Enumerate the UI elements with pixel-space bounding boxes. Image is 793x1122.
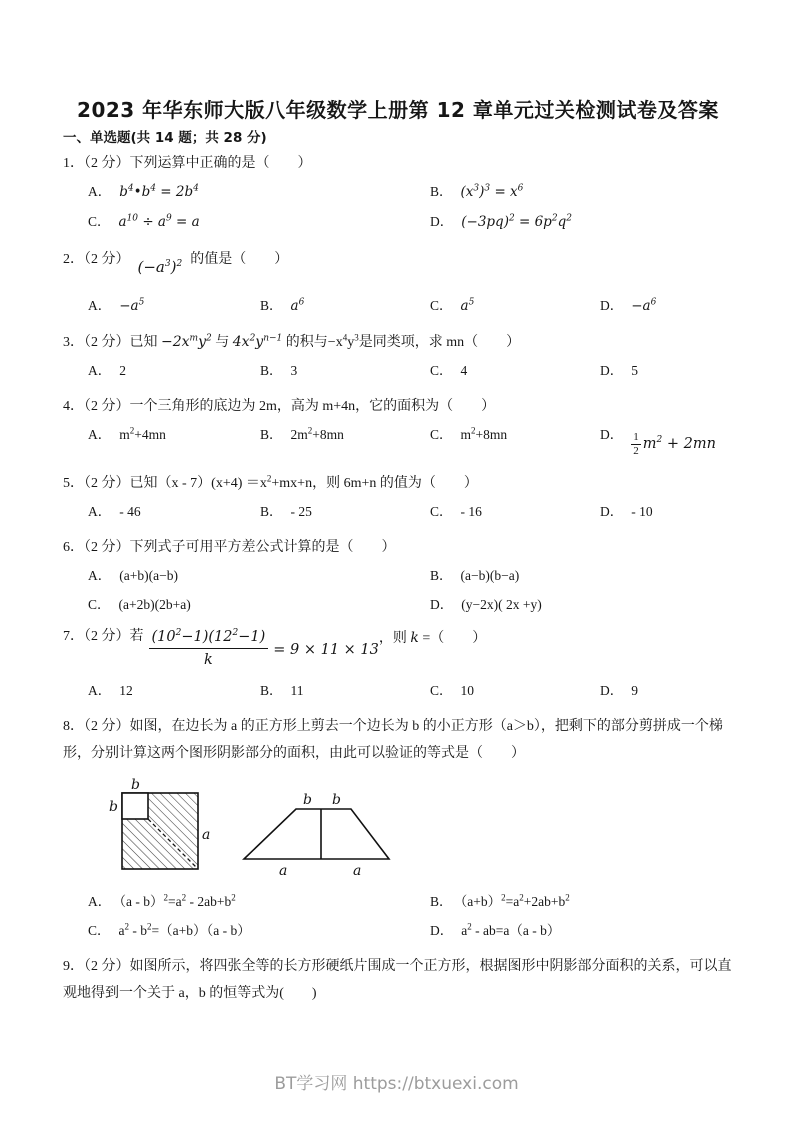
- option-value: - 16: [460, 504, 482, 519]
- option-value: $-a^5$: [119, 297, 145, 314]
- question-7-option-d: [600, 676, 733, 705]
- option-value: $m^2+8mn$: [460, 425, 508, 442]
- question-4: [63, 393, 733, 458]
- question-6-option-b: [430, 561, 733, 590]
- question-1-option-a: [88, 177, 430, 207]
- option-value: $a^2 - ab=a(a - b)$: [461, 921, 561, 938]
- question-5: [63, 470, 733, 526]
- question-2-option-c: [430, 291, 600, 321]
- question-4-option-d: [600, 420, 733, 458]
- option-label: D．: [430, 923, 454, 938]
- question-7-options: [63, 676, 733, 705]
- option-label: D．: [600, 427, 624, 442]
- option-value: $(a+b)^2=a^2+2ab+b^2$: [460, 892, 570, 909]
- stem-equation: = 9 × 11 × 13: [273, 642, 379, 658]
- option-value: 2: [119, 363, 126, 378]
- question-8-stem: 8．（2 分）如图，在边长为 a 的正方形上剪去一个边长为 b 的小正方形（a＞b），把剩下的部分剪拼成一个梯形，分别计算这两个图形阴影部分的面积，由此可以验证的等式是（ ）: [63, 719, 723, 761]
- question-7-option-c: [430, 676, 600, 705]
- option-label: C．: [430, 683, 453, 698]
- option-label: A．: [88, 184, 112, 199]
- page-title: 2023 年华东师大版八年级数学上册第 12 章单元过关检测试卷及答案: [77, 98, 719, 122]
- question-3-option-c: [430, 356, 600, 385]
- option-value: 10: [460, 683, 475, 698]
- question-3-option-a: [88, 356, 260, 385]
- question-6: [63, 534, 733, 619]
- question-9-stem: 9．（2 分）如图所示，将四张全等的长方形硬纸片围成一个正方形，根据图形中阴影部分面积的关系，可以直观地得到一个关于 a，b 的恒等式为( ): [63, 959, 732, 1001]
- question-2-stem: [63, 245, 733, 276]
- stem-suffix: 的值是（ ）: [190, 252, 289, 267]
- small-cutout-square: [122, 793, 148, 819]
- question-3-option-d: [600, 356, 733, 385]
- stem-suffix: ，则 k =（ ）: [378, 630, 487, 646]
- question-5-stem: 5．（2 分）已知$(x - 7)(x+4) =x^2+mx+n$，则 6m+n 的值为（ ）: [63, 473, 478, 491]
- question-2-options: [63, 291, 733, 321]
- option-value: (a−b)(b−a): [460, 568, 520, 583]
- option-value: $b^4•b^4 = 2b^4$: [119, 183, 199, 200]
- option-value: 4: [460, 363, 468, 378]
- question-5-option-b: [260, 497, 430, 526]
- question-1: [63, 150, 733, 237]
- label-a-right: a: [202, 827, 211, 843]
- question-6-options: [63, 561, 733, 619]
- question-6-stem: 6．（2 分）下列式子可用平方差公式计算的是（ ）: [63, 540, 396, 555]
- option-label: C．: [88, 214, 111, 229]
- question-8-figures: [101, 777, 733, 881]
- question-6-option-c: [88, 590, 430, 619]
- option-label: C．: [430, 427, 453, 442]
- label-a-left: a: [279, 863, 288, 879]
- label-b-left: b: [303, 792, 312, 808]
- option-value: $m^2+4mn$: [119, 425, 166, 442]
- option-label: B．: [430, 894, 453, 909]
- question-4-options: [63, 420, 733, 458]
- stem-prefix: 7．（2 分）若: [63, 629, 144, 644]
- option-label: C．: [88, 923, 111, 938]
- question-3: [63, 329, 733, 385]
- question-8-option-d: [430, 916, 733, 945]
- question-4-option-b: [260, 420, 430, 450]
- question-1-option-d: [430, 207, 733, 237]
- footer: [0, 1069, 793, 1094]
- option-label: A．: [88, 894, 112, 909]
- footer-site-text: BT学习网 https://btxuexi.com: [274, 1074, 519, 1094]
- option-label: A．: [88, 298, 112, 313]
- option-label: B．: [260, 683, 283, 698]
- question-7-option-b: [260, 676, 430, 705]
- option-value: (a+b)(a−b): [119, 568, 178, 583]
- question-8-option-b: [430, 887, 733, 916]
- option-value: 5: [631, 363, 638, 378]
- question-4-option-a: [88, 420, 260, 450]
- option-value: $2m^2+8mn$: [290, 425, 344, 442]
- option-label: B．: [260, 298, 283, 313]
- figure-square-with-cutout: [101, 777, 213, 881]
- question-8-option-c: [88, 916, 430, 945]
- question-2: [63, 245, 733, 321]
- stem-prefix: 2．（2 分）: [63, 252, 130, 267]
- question-1-option-b: [430, 177, 733, 207]
- option-label: A．: [88, 363, 112, 378]
- option-label: C．: [88, 597, 111, 612]
- option-label: D．: [600, 363, 624, 378]
- question-2-option-a: [88, 291, 260, 321]
- option-value: 12: [119, 683, 133, 698]
- fraction-denominator: k: [203, 652, 213, 668]
- option-label: C．: [430, 504, 453, 519]
- question-8-options: [63, 887, 733, 945]
- option-value: $a^5$: [460, 297, 475, 314]
- option-label: B．: [430, 568, 453, 583]
- option-value: - 10: [631, 504, 653, 519]
- figure-trapezoid: [239, 789, 401, 881]
- option-label: B．: [260, 363, 283, 378]
- question-7-stem: [63, 627, 733, 670]
- section-header: 一、单选题(共 14 题；共 28 分): [63, 130, 267, 146]
- option-label: C．: [430, 363, 453, 378]
- question-1-stem: 1．（2 分）下列运算中正确的是（ ）: [63, 156, 312, 171]
- question-3-option-b: [260, 356, 430, 385]
- question-8-option-a: [88, 887, 430, 916]
- question-5-option-d: [600, 497, 733, 526]
- option-value: $(x^3)^3 = x^6$: [460, 183, 524, 200]
- option-value: 11: [290, 683, 304, 698]
- stem-formula: $(-a^3)^2$: [137, 258, 183, 276]
- option-value: - 25: [290, 504, 312, 519]
- question-2-option-d: [600, 291, 733, 321]
- question-7-option-a: [88, 676, 260, 705]
- question-5-option-a: [88, 497, 260, 526]
- question-4-stem: 4．（2 分）一个三角形的底边为 2m，高为 m+4n，它的面积为（ ）: [63, 399, 496, 414]
- trapezoid-outline: [244, 809, 389, 859]
- question-2-option-b: [260, 291, 430, 321]
- option-value: $a^6$: [290, 297, 305, 314]
- label-b-right: b: [332, 792, 341, 808]
- option-label: D．: [600, 504, 624, 519]
- fraction: [149, 627, 269, 670]
- option-value: $a^2 - b^2=(a+b)(a - b)$: [118, 921, 251, 938]
- question-5-option-c: [430, 497, 600, 526]
- option-value: (a+2b)(2b+a): [118, 597, 191, 612]
- option-value: $a^{10} \div a^9 = a$: [118, 213, 200, 230]
- option-value: 9: [631, 683, 638, 698]
- question-6-option-a: [88, 561, 430, 590]
- label-b-top: b: [131, 777, 140, 793]
- question-3-options: [63, 356, 733, 385]
- option-label: A．: [88, 427, 112, 442]
- option-label: D．: [430, 597, 454, 612]
- option-label: D．: [600, 298, 624, 313]
- label-a-right: a: [353, 863, 362, 879]
- option-value: $(-3pq)^2 = 6p^2q^2$: [461, 213, 572, 230]
- option-value: (y−2x)( 2x +y): [461, 597, 542, 612]
- option-label: D．: [600, 683, 624, 698]
- option-value: $(a - b)^2=a^2 - 2ab+b^2$: [119, 892, 236, 909]
- option-label: C．: [430, 298, 453, 313]
- option-label: A．: [88, 504, 112, 519]
- question-5-options: [63, 497, 733, 526]
- question-3-stem: 3．（2 分）已知 $-2x^my^2$ 与 $4x^2y^{n-1}$ 的积与$-x^4y^3$是同类项，求 mn（ ）: [63, 332, 521, 350]
- question-4-option-c: [430, 420, 600, 450]
- label-b-left: b: [109, 799, 118, 815]
- option-value: 3: [290, 363, 298, 378]
- question-1-options: [63, 177, 733, 237]
- question-6-option-d: [430, 590, 733, 619]
- option-value: - 46: [119, 504, 141, 519]
- question-8: [63, 713, 733, 945]
- option-label: B．: [430, 184, 453, 199]
- question-7: [63, 627, 733, 705]
- fraction-numerator: $(10^2-1)(12^2-1)$: [149, 627, 269, 649]
- option-label: B．: [260, 427, 283, 442]
- option-value: $\frac{1}{2}$ $m^2 + 2mn$: [633, 430, 716, 458]
- option-label: D．: [430, 214, 454, 229]
- question-1-option-c: [88, 207, 430, 237]
- option-label: B．: [260, 504, 283, 519]
- option-value: $-a^6$: [631, 297, 657, 314]
- option-label: A．: [88, 683, 112, 698]
- question-9: [63, 953, 733, 1007]
- option-label: A．: [88, 568, 112, 583]
